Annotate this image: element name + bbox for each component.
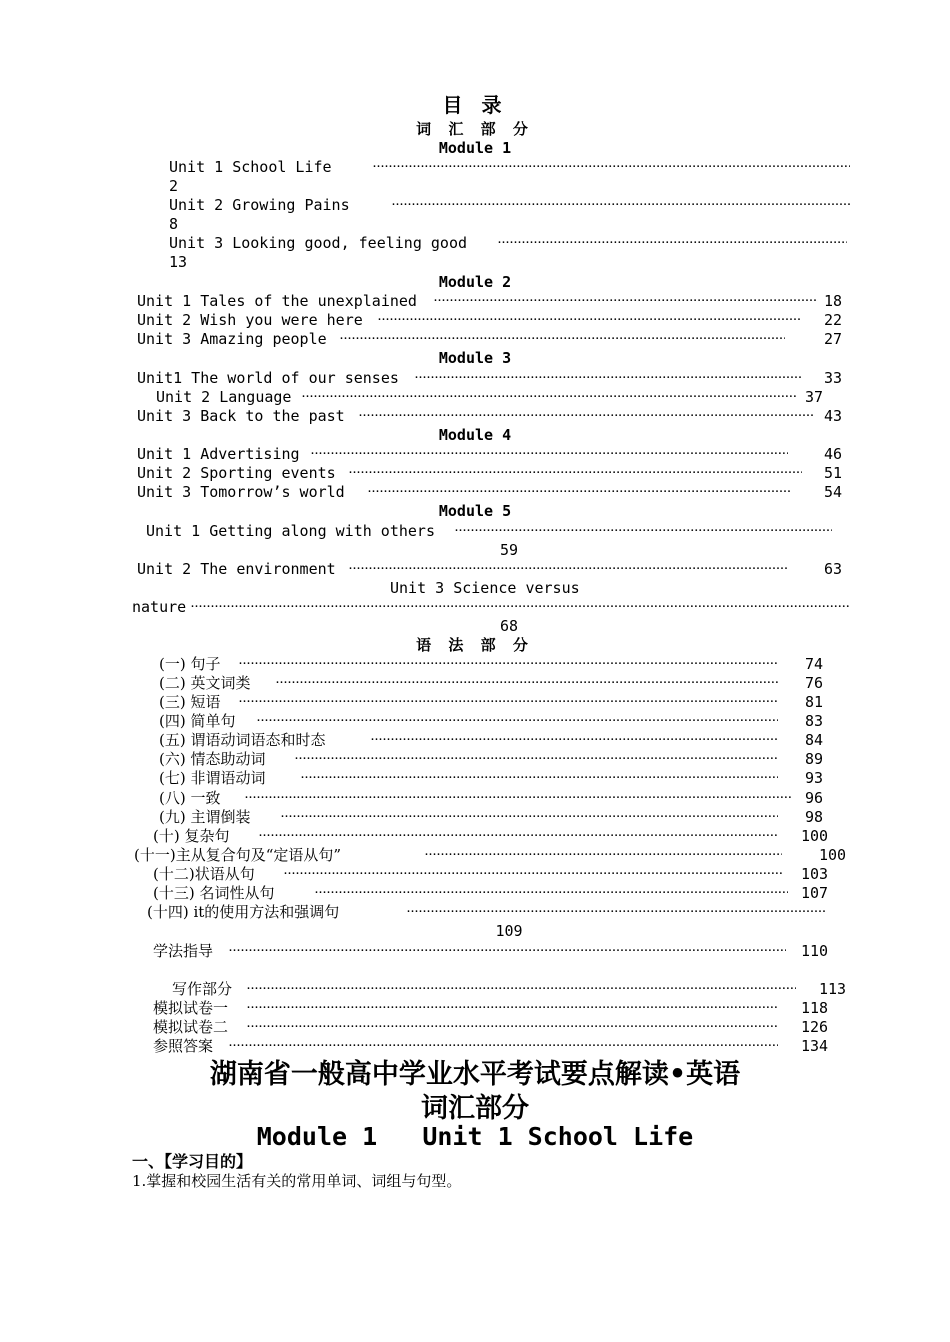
toc-entry-label: (十) 复杂句 <box>153 827 230 845</box>
toc-entry-label: 模拟试卷二 <box>153 1018 229 1036</box>
toc-entry-page: 113 <box>819 980 847 998</box>
toc-entry-page: 126 <box>801 1018 829 1036</box>
leader-dots <box>414 369 802 388</box>
toc-entry-label: Unit 2 Growing Pains <box>169 196 350 214</box>
leader-dots <box>238 655 778 674</box>
toc-entry-page: 110 <box>801 942 829 960</box>
toc-entry-page: 93 <box>805 769 824 787</box>
leader-dots <box>310 445 788 464</box>
toc-entry-page: 46 <box>824 445 843 463</box>
module-1-heading: Module 1 <box>438 139 512 157</box>
toc-entry-page: 8 <box>169 215 179 233</box>
toc-entry-page: 59 <box>499 541 519 559</box>
vocab-heading: 词 汇 部 分 <box>416 120 534 138</box>
toc-entry-label: Unit1 The world of our senses <box>137 369 399 387</box>
toc-entry-label: (七) 非谓语动词 <box>159 769 266 787</box>
document-main-title: 湖南省一般高中学业水平考试要点解读•英语 <box>209 1059 741 1090</box>
leader-dots <box>424 846 782 865</box>
toc-entry-label: 学法指导 <box>153 942 214 960</box>
toc-entry-page: 43 <box>824 407 843 425</box>
toc-entry-label: (一) 句子 <box>159 655 221 673</box>
leader-dots <box>246 1018 778 1037</box>
toc-entry-page: 134 <box>801 1037 829 1055</box>
toc-entry-label: Unit 3 Looking good, feeling good <box>169 234 468 252</box>
toc-entry-label: Unit 1 Advertising <box>137 445 300 463</box>
toc-entry-page: 118 <box>801 999 829 1017</box>
toc-entry-page: 13 <box>169 253 188 271</box>
leader-dots <box>228 942 786 961</box>
toc-title: 目 录 <box>442 93 508 117</box>
leader-dots <box>244 789 792 808</box>
leader-dots <box>275 674 778 693</box>
toc-entry-page: 100 <box>801 827 829 845</box>
leader-dots <box>348 560 788 579</box>
toc-entry-label: (三) 短语 <box>159 693 221 711</box>
toc-entry-page: 109 <box>495 922 523 940</box>
toc-entry-page: 76 <box>805 674 824 692</box>
toc-entry-page: 81 <box>805 693 824 711</box>
toc-entry-page: 98 <box>805 808 824 826</box>
toc-entry-label: (十一)主从复合句及“定语从句” <box>134 846 342 864</box>
toc-entry-label: (十二)状语从句 <box>153 865 255 883</box>
toc-entry-page: 18 <box>824 292 843 310</box>
leader-dots <box>228 1037 778 1056</box>
module-3-heading: Module 3 <box>438 349 512 367</box>
toc-entry-page: 103 <box>801 865 829 883</box>
toc-entry-label: Unit 1 School Life <box>169 158 332 176</box>
toc-entry-label: Unit 2 Wish you were here <box>137 311 363 329</box>
toc-entry-label: (十三) 名词性从句 <box>153 884 275 902</box>
leader-dots <box>406 903 826 922</box>
leader-dots <box>190 598 850 617</box>
toc-entry-page: 89 <box>805 750 824 768</box>
leader-dots <box>246 980 796 999</box>
toc-entry-page: 74 <box>805 655 824 673</box>
toc-entry-label: Unit 3 Amazing people <box>137 330 327 348</box>
toc-entry-page: 51 <box>824 464 843 482</box>
toc-entry-label: (九) 主谓倒装 <box>159 808 251 826</box>
leader-dots <box>300 769 778 788</box>
toc-entry-page: 2 <box>169 177 179 195</box>
toc-entry-label: Unit 3 Tomorrow’s world <box>137 483 345 501</box>
leader-dots <box>238 693 778 712</box>
toc-entry-page: 63 <box>824 560 843 578</box>
toc-entry-label: (四) 简单句 <box>159 712 236 730</box>
toc-entry-page: 22 <box>824 311 843 329</box>
leader-dots <box>246 999 778 1018</box>
learning-objectives-heading: 一、【学习目的】 <box>132 1152 253 1171</box>
toc-entry-label: Unit 3 Science versus <box>390 579 580 597</box>
toc-entry-page: 33 <box>824 369 843 387</box>
leader-dots <box>367 483 792 502</box>
toc-entry-page: 37 <box>805 388 824 406</box>
toc-entry-label: Unit 2 Sporting events <box>137 464 336 482</box>
leader-dots <box>454 522 832 541</box>
toc-entry-page: 68 <box>499 617 519 635</box>
toc-entry-page: 27 <box>824 330 843 348</box>
leader-dots <box>283 865 782 884</box>
leader-dots <box>391 196 850 215</box>
toc-entry-label: (六) 情态助动词 <box>159 750 266 768</box>
toc-entry-page: 107 <box>801 884 829 902</box>
module-unit-title: Module 1 Unit 1 School Life <box>256 1122 694 1151</box>
module-4-heading: Module 4 <box>438 426 512 444</box>
leader-dots <box>258 827 778 846</box>
toc-entry-page: 96 <box>805 789 824 807</box>
toc-entry-label-continued: nature <box>132 598 187 616</box>
leader-dots <box>370 731 778 750</box>
leader-dots <box>497 234 847 253</box>
grammar-heading: 语 法 部 分 <box>416 636 534 654</box>
leader-dots <box>348 464 802 483</box>
toc-entry-label: (二) 英文词类 <box>159 674 251 692</box>
toc-entry-page: 84 <box>805 731 824 749</box>
leader-dots <box>372 158 850 177</box>
toc-entry-label: Unit 2 The environment <box>137 560 336 578</box>
leader-dots <box>280 808 778 827</box>
toc-entry-label: (十四) it的使用方法和强调句 <box>147 903 340 921</box>
toc-entry-label: Unit 1 Tales of the unexplained <box>137 292 417 310</box>
leader-dots <box>339 330 785 349</box>
leader-dots <box>301 388 798 407</box>
module-2-heading: Module 2 <box>438 273 512 291</box>
toc-entry-label: 参照答案 <box>153 1037 214 1055</box>
toc-entry-label: (八) 一致 <box>159 789 221 807</box>
toc-entry-label: Unit 1 Getting along with others <box>146 522 435 540</box>
toc-entry-page: 83 <box>805 712 824 730</box>
toc-entry-page: 100 <box>819 846 847 864</box>
toc-entry-label: Unit 3 Back to the past <box>137 407 345 425</box>
leader-dots <box>377 311 802 330</box>
section-title: 词汇部分 <box>421 1093 529 1124</box>
leader-dots <box>294 750 778 769</box>
objective-item: 1.掌握和校园生活有关的常用单词、词组与句型。 <box>132 1172 462 1190</box>
toc-entry-label: Unit 2 Language <box>156 388 292 406</box>
toc-entry-label: 模拟试卷一 <box>153 999 229 1017</box>
module-5-heading: Module 5 <box>438 502 512 520</box>
leader-dots <box>256 712 778 731</box>
toc-entry-page: 54 <box>824 483 843 501</box>
leader-dots <box>433 292 818 311</box>
toc-entry-label: 写作部分 <box>172 980 233 998</box>
toc-entry-label: (五) 谓语动词语态和时态 <box>159 731 326 749</box>
leader-dots <box>358 407 813 426</box>
leader-dots <box>314 884 788 903</box>
